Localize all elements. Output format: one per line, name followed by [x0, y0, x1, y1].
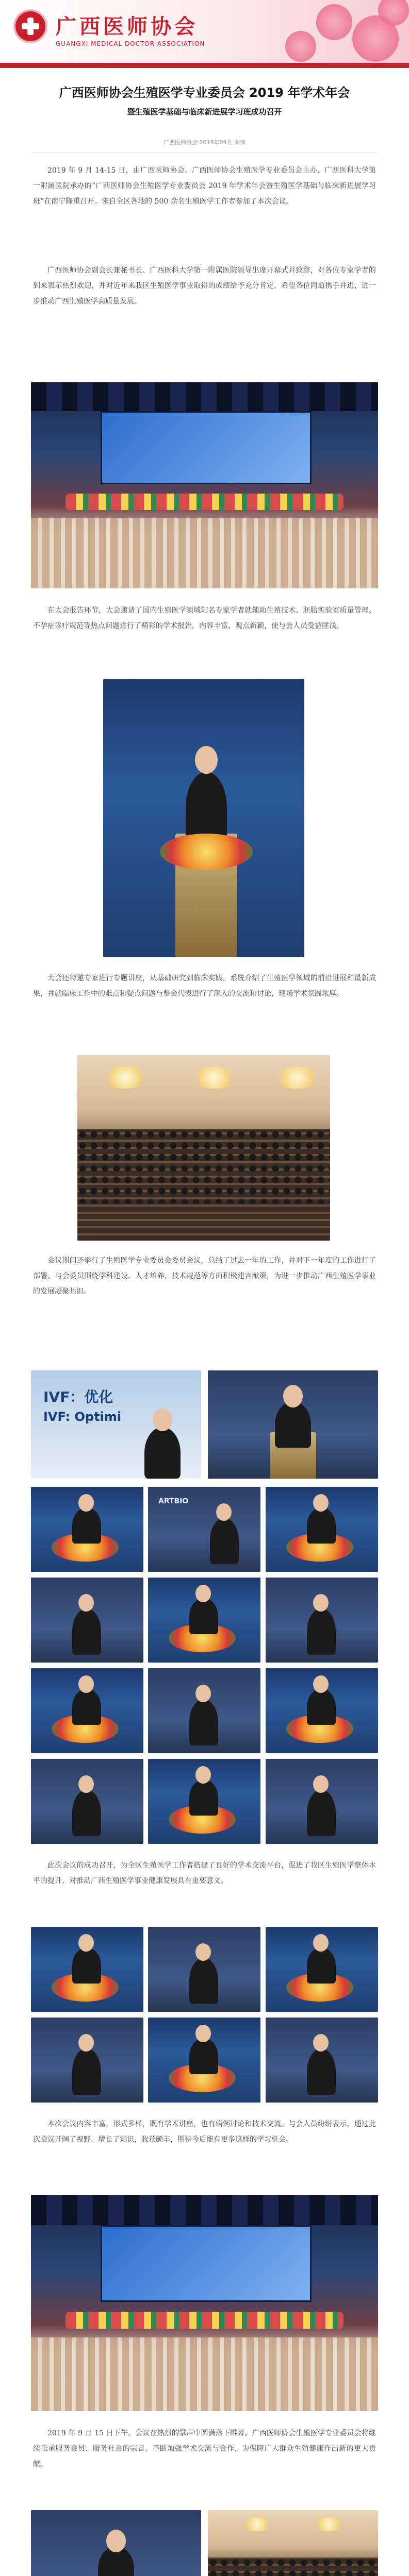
article-paragraph: 2019 年 9 月 15 日下午，会议在热烈的掌声中圆满落下帷幕。广西医师协会生殖医学专业委员会将继续秉承服务会员、服务社会的宗旨，不断加强学术交流与合作，为保障广大群众生殖健康作出新的更大贡献。 — [33, 2429, 376, 2468]
gallery-photo — [148, 2018, 260, 2103]
gallery-photo — [31, 1927, 143, 2012]
gallery-photo — [31, 1487, 143, 1572]
banner-bottom-band — [0, 63, 409, 68]
gallery-photo: ARTBIO — [148, 1487, 260, 1572]
decorative-flowers — [254, 0, 409, 68]
brand-name-cn: 广西医师协会 — [56, 14, 198, 39]
gallery-photo — [266, 1927, 378, 2012]
header-banner — [0, 0, 409, 68]
gallery-photo — [31, 1668, 143, 1753]
gallery-photo — [148, 1759, 260, 1844]
gallery-photo — [31, 1759, 143, 1844]
brand-name-en: GUANGXI MEDICAL DOCTOR ASSOCIATION — [56, 40, 205, 47]
article-subtitle: 暨生殖医学基础与临床新进展学习班成功召开 — [127, 107, 282, 116]
gallery-photo — [148, 1578, 260, 1663]
article-paragraph: 在大会报告环节，大会邀请了国内生殖医学领域知名专家学者就辅助生殖技术、胚胎实验室质量管理、不孕症诊疗规范等热点问题进行了精彩的学术报告，内容丰富、观点新颖，使与会人员受益匪浅。 — [33, 606, 376, 630]
article-meta: 广西医师协会 2019年09月 阅读 — [163, 139, 246, 146]
audience-photo — [77, 1055, 330, 1241]
group-photo — [31, 2195, 378, 2411]
gallery-photo — [31, 2018, 143, 2103]
article-paragraph: 本次会议内容丰富，形式多样，既有学术讲座，也有病例讨论和技术交流。与会人员纷纷表示，通过此次会议开阔了视野，增长了知识，收获颇丰，期待今后能有更多这样的学习机会。 — [33, 2120, 376, 2144]
gallery-photo — [266, 2018, 378, 2103]
gallery-photo — [148, 1668, 260, 1753]
article-paragraph: 2019 年 9 月 14-15 日，由广西医师协会、广西医师协会生殖医学专业委员会主办，广西医科大学第一附属医院承办的“广西医师协会生殖医学专业委员会 2019 年学术年会暨生殖医学基础与临床新进展学习班”在南宁隆重召开。来自全区各地的 500 余名生殖医学工作者参加了本次会议。 — [33, 166, 376, 206]
session-audience-photo — [208, 2510, 378, 2576]
gallery-photo — [266, 1759, 378, 1844]
article-title: 广西医师协会生殖医学专业委员会 2019 年学术年会 — [59, 86, 350, 100]
session-photo — [31, 2510, 201, 2576]
article-paragraph: 大会还特邀专家进行专题讲座，从基础研究到临床实践，系统介绍了生殖医学领域的前沿进展和最新成果，并就临床工作中的难点和疑点问题与参会代表进行了深入的交流和讨论，现场学术氛围浓厚。 — [33, 974, 376, 998]
gallery-photo — [266, 1487, 378, 1572]
gallery-photo — [31, 1578, 143, 1663]
association-logo-icon — [13, 9, 47, 43]
lecture-photo — [208, 1370, 378, 1479]
gallery-photo — [266, 1578, 378, 1663]
article-paragraph: 广西医师协会副会长兼秘书长、广西医科大学第一附属医院领导出席开幕式并致辞，对各位专家学者的到来表示热烈欢迎，并对近年来我区生殖医学事业取得的成绩给予充分肯定，希望各位同道携手并进，进一步推动广西生殖医学高质量发展。 — [33, 266, 376, 306]
opening-ceremony-photo — [31, 382, 378, 588]
article-paragraph: 此次会议的成功召开，为全区生殖医学工作者搭建了良好的学术交流平台，促进了我区生殖医学整体水平的提升，对推动广西生殖医学事业健康发展具有重要意义。 — [33, 1861, 376, 1885]
article-paragraph: 会议期间还举行了生殖医学专业委员会委员会议，总结了过去一年的工作，并对下一年度的工作进行了部署。与会委员围绕学科建设、人才培养、技术规范等方面积极建言献策，为进一步推动广西生殖医学事业的发展凝聚共识。 — [33, 1257, 376, 1296]
lecture-slide-photo: IVF：优化 IVF: Optimi — [31, 1370, 201, 1479]
gallery-photo — [266, 1668, 378, 1753]
gallery-photo — [148, 1927, 260, 2012]
speaker-photo — [103, 679, 304, 957]
divider — [31, 152, 378, 153]
